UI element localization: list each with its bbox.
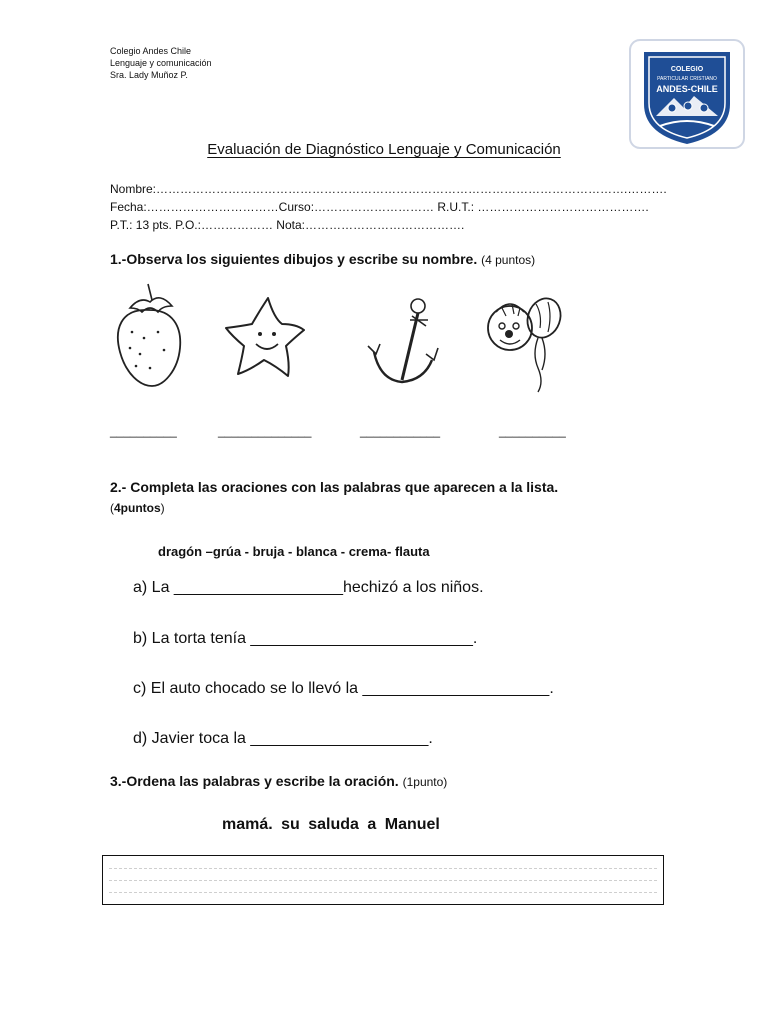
question-3-title: 3.-Ordena las palabras y escribe la oración. (1punto) xyxy=(110,773,448,789)
sentence-a[interactable]: a) La ___________________hechizó a los niños. xyxy=(133,579,484,596)
subject-name: Lenguaje y comunicación xyxy=(110,58,212,68)
question-1-points: (4 puntos) xyxy=(481,253,536,267)
logo-text-mid: PARTICULAR CRISTIANO xyxy=(657,76,717,82)
teacher-name: Sra. Lady Muñoz P. xyxy=(110,70,188,80)
page-title: Evaluación de Diagnóstico Lenguaje y Comunicación xyxy=(207,141,561,158)
question-2-title: 2.- Completa las oraciones con las palabras que aparecen a la lista. xyxy=(110,479,559,495)
answer-blank-2[interactable]: ______________ xyxy=(218,424,312,438)
anchor-icon xyxy=(362,296,442,397)
word-list: dragón –grúa - bruja - blanca - crema- flauta xyxy=(158,544,430,559)
question-3-points: (1punto) xyxy=(402,775,448,789)
logo-figure-icon xyxy=(668,104,676,112)
school-logo xyxy=(628,38,746,150)
sentence-d[interactable]: d) Javier toca la ____________________. xyxy=(133,730,433,747)
logo-text-bottom: ANDES-CHILE xyxy=(656,84,718,94)
answer-blank-4[interactable]: __________ xyxy=(499,424,566,438)
scrambled-words: mamá. su saluda a Manuel xyxy=(222,816,440,833)
date-course-rut-line[interactable]: Fecha:……………………………Curso:………………………… R.U.T.: ……………………………………. xyxy=(110,200,649,214)
answer-box[interactable] xyxy=(102,855,664,905)
writing-line xyxy=(109,880,657,881)
answer-blank-3[interactable]: ____________ xyxy=(360,424,441,438)
student-fields xyxy=(110,180,667,234)
name-field-line[interactable]: Nombre:……………………………………………………………………………………………………….………. xyxy=(110,182,667,196)
school-info xyxy=(110,45,212,81)
clown-balloon-icon xyxy=(480,294,564,399)
school-name: Colegio Andes Chile xyxy=(110,46,192,56)
writing-line xyxy=(109,868,657,869)
question-2-points: (4puntos) xyxy=(110,501,165,515)
sentence-b[interactable]: b) La torta tenía _________________________. xyxy=(133,630,478,647)
star-icon xyxy=(222,294,308,385)
strawberry-icon xyxy=(110,282,190,397)
sentence-c[interactable]: c) El auto chocado se lo llevó la _____________________. xyxy=(133,680,554,697)
writing-line xyxy=(109,892,657,893)
logo-text-top: COLEGIO xyxy=(670,66,704,73)
score-line[interactable]: P.T.: 13 pts. P.O.:……………… Nota:…………………………………. xyxy=(110,218,465,232)
answer-blank-1[interactable]: __________ xyxy=(110,424,177,438)
question-1-title: 1.-Observa los siguientes dibujos y escribe su nombre. (4 puntos) xyxy=(110,251,536,267)
